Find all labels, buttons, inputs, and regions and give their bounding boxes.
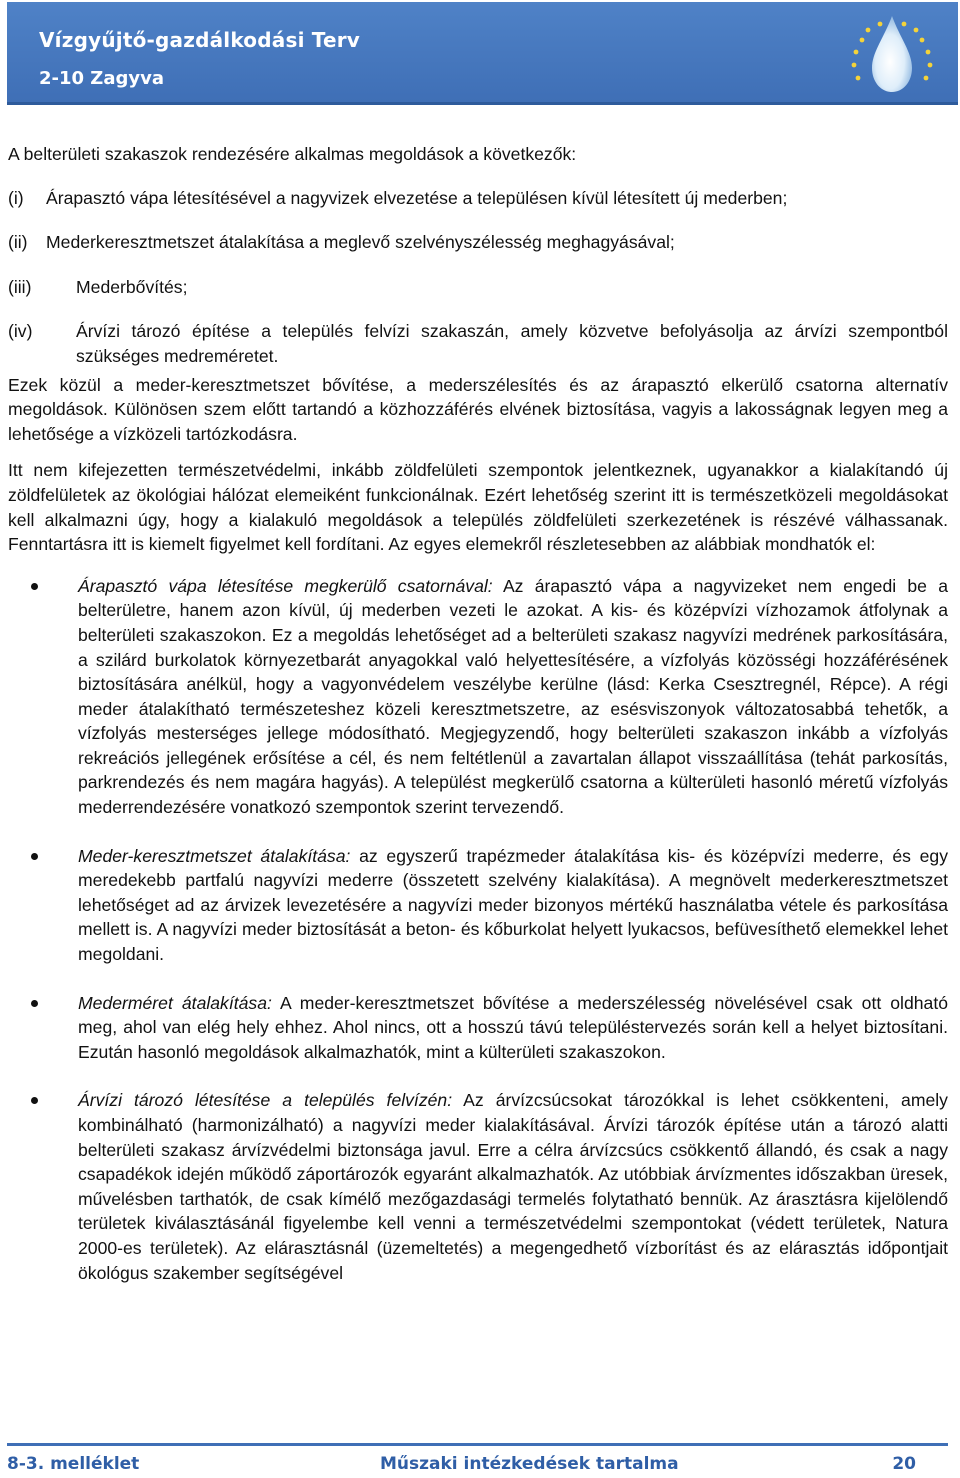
item-number: (i) xyxy=(8,187,24,208)
bullet-title: Árapasztó vápa létesítése megkerülő csatornával: xyxy=(78,575,493,596)
footer-section-title: Műszaki intézkedések tartalma xyxy=(380,1454,679,1474)
page-footer xyxy=(7,1443,948,1478)
list-item xyxy=(8,275,948,300)
bullet-item xyxy=(8,574,948,820)
bullet-icon xyxy=(8,574,78,820)
item-number: (ii) xyxy=(8,232,28,253)
item-text: Árvízi tározó építése a település felvízi szakaszán, amely közvetve befolyásolja az árvízi szempontból szükséges medreméretet. xyxy=(76,321,948,366)
item-number: (iv) xyxy=(8,321,33,342)
bullet-text: Az árvízcsúcsokat tározókkal is lehet csökkenteni, amely kombinálható (harmonizálható) a nagyvízi meder kialakításával. Árvízi tározók építése után a tározó alatti belterületi szakasz árvízvédelmi biztonsága javul. Erre a célra árvízcsúcs csökkentő állandó, és csak a nagy csapadékok idején működő záportározók egyaránt alkalmazhatók. Az utóbbiak árvízmentes időszakban üresek, művelésben tarthatók, de csak kímélő mezőgazdasági termelés folytatható bennük. Az árasztásra kijelölendő területek kiválasztásánál figyelembe kell venni a természetvédelmi szempontokat (védett területek, Natura 2000-es területek). Az elárasztásnál (üzemeltetés) a megengedhető vízborítást és az elárasztás időpontjait ökológus szakember segítségével xyxy=(78,1090,948,1283)
bullet-icon xyxy=(8,991,78,1065)
bullet-title: Mederméret átalakítása: xyxy=(78,992,272,1013)
bullet-list xyxy=(8,574,948,1285)
item-number: (iii) xyxy=(8,276,32,297)
list-item xyxy=(8,230,948,255)
bullet-title: Meder-keresztmetszet átalakítása: xyxy=(78,845,351,866)
bullet-icon xyxy=(8,1088,78,1285)
paragraph: Itt nem kifejezetten természetvédelmi, inkább zöldfelületi szempontok jelentkeznek, ugyanakkor a kialakítandó új zöldfelületek az ökológiai hálózat elemeiként funkcionálnak. Ezért lehetőség szerint itt is természetközeli megoldásokat kell alkalmazni úgy, hogy a kialakuló megoldások a település zöldfelületi szerkezetének is részévé válhassanak. Fenntartásra itt is kiemelt figyelmet kell fordítani. Az egyes elemekről részletesebben az alábbiak mondhatók el: xyxy=(8,460,948,555)
bullet-title: Árvízi tározó létesítése a település felvízén: xyxy=(78,1090,453,1111)
page-number: 20 xyxy=(892,1454,916,1474)
item-text: Árapasztó vápa létesítésével a nagyvizek elvezetése a településen kívül létesített új mederben; xyxy=(46,187,788,208)
footer-annex: 8-3. melléklet xyxy=(7,1454,140,1474)
bullet-text: A meder-keresztmetszet bővítése a mederszélesség növelésével csak ott oldható meg, ahol van elég hely ehhez. Ahol nincs, ott a hosszú távú településtervezés során kell a helyet biztosítani. Ezután hasonló megoldások alkalmazhatók, mint a külterületi szakaszokon. xyxy=(78,992,948,1062)
header-subtitle: 2-10 Zagyva xyxy=(39,68,165,89)
bullet-item xyxy=(8,844,948,967)
page-header xyxy=(7,2,958,102)
document-body xyxy=(8,142,948,1309)
bullet-text: az egyszerű trapézmeder átalakítása kis- és középvízi mederre, és egy meredekebb partfalú nagyvízi mederre (összetett szelvény kialakítása). A megnövelt mederkeresztmetszet lehetőséget ad az árvizek levezetésére a nagyvízi meder bizonyos mértékű használatba vétele és parkosítása mellett is. A nagyvízi meder biztosítását a beton- és kőburkolat helyett lyukacsos, befüvesíthető elemekkel lehet megoldani. xyxy=(78,845,948,965)
item-text: Mederbővítés; xyxy=(76,276,188,297)
bullet-text: Az árapasztó vápa a nagyvizeket nem engedi be a belterületre, hanem azon kívül, új mederben vezeti le azokat. A kis- és középvízi vízhozamok átfolynak a belterületi szakaszokon. Ez a megoldás lehetőséget ad a belterületi szakasz nagyvízi medrének parkosítására, a szilárd burkolatok környezetbarát anyagokkal való helyettesítésére, a vízfolyás közösségi hozzáférésének biztosítására anélkül, hogy a vagyonvédelem veszélybe kerülne (lásd: Kerka Csesztregnél, Répce). A régi meder átalakítható természeteshez közeli keresztmetszetre, az esésviszonyok változatosabbá tehetők, a vízfolyás mesterséges jellege módosítható. Megjegyzendő, hogy belterületi szakaszon inkább a vízfolyás rekreációs jellegének erősítése a cél, és nem feltétlenül a zavartalan állapot visszaállítása (tehát parkosítás, parkrendezés és nem magára hagyás). A települést megkerülő csatorna a külterületi hasonló méretű vízfolyás mederrendezésére vonatkozó szempontok szerint tervezendő. xyxy=(78,575,948,818)
bullet-item xyxy=(8,991,948,1065)
eu-water-drop-logo-icon xyxy=(840,10,944,96)
bullet-item xyxy=(8,1088,948,1285)
header-title: Vízgyűjtő-gazdálkodási Terv xyxy=(39,28,361,52)
item-text: Mederkeresztmetszet átalakítása a meglevő szelvényszélesség meghagyásával; xyxy=(46,232,675,253)
list-item xyxy=(8,186,948,211)
list-item xyxy=(8,319,948,368)
intro-text: A belterületi szakaszok rendezésére alkalmas megoldások a következők: xyxy=(8,144,577,164)
paragraph: Ezek közül a meder-keresztmetszet bővítése, a mederszélesítés és az árapasztó elkerülő csatorna alternatív megoldások. Különösen szem előtt tartandó a közhozzáférés elvének biztosítása, vagyis a lakosságnak legyen meg a lehetősége a vízközeli tartózkodásra. xyxy=(8,374,948,444)
bullet-icon xyxy=(8,844,78,967)
